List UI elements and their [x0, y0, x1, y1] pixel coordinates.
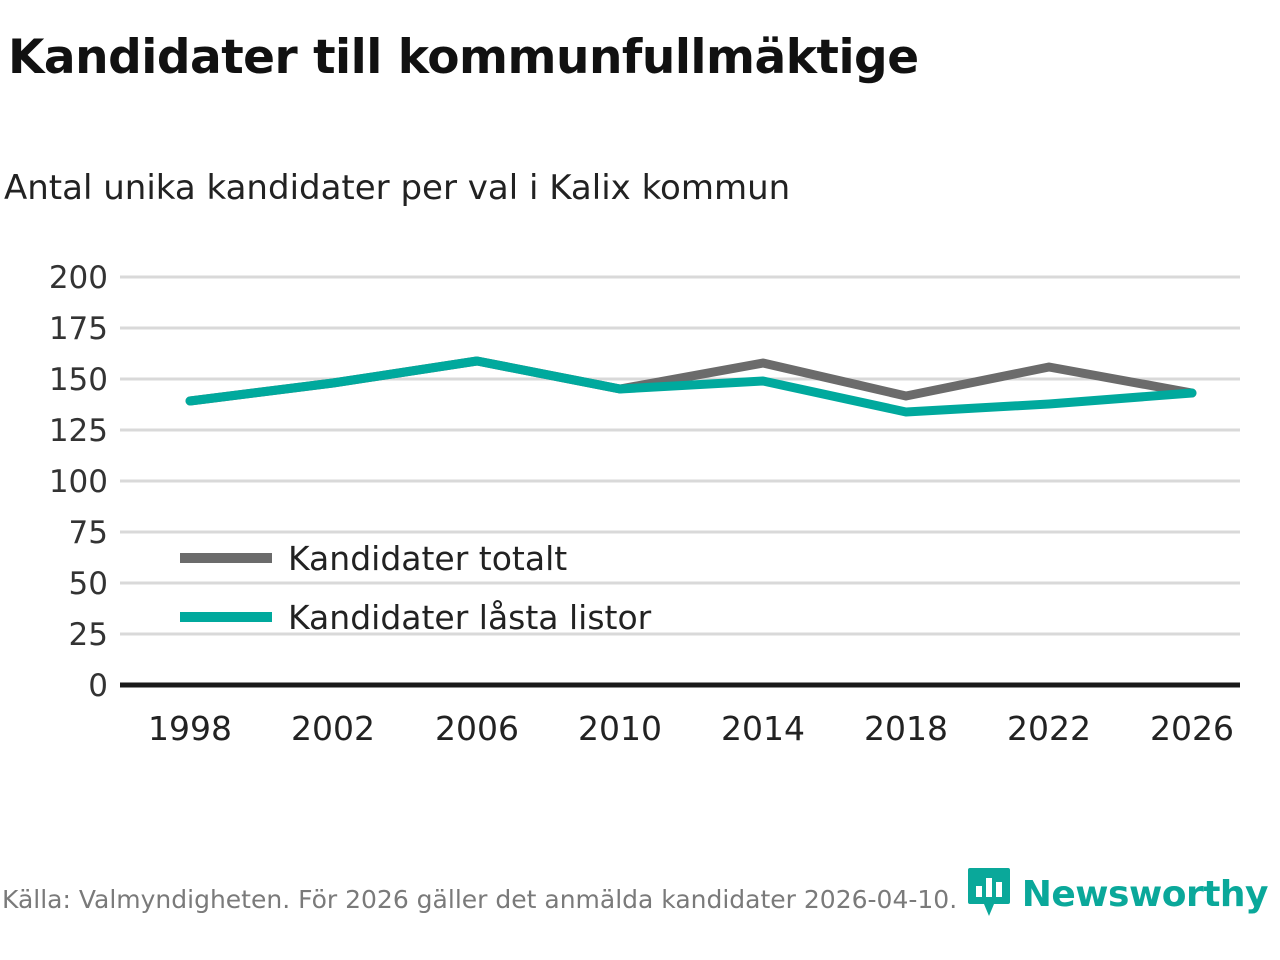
y-tick-label: 75	[68, 515, 108, 551]
x-tick-label: 2022	[1007, 709, 1091, 748]
newsworthy-logo	[966, 866, 1268, 922]
x-tick-label: 2026	[1150, 709, 1234, 748]
x-tick-label: 2014	[721, 709, 805, 748]
y-tick-label: 100	[48, 464, 108, 500]
source-note: Källa: Valmyndigheten. För 2026 gäller det anmälda kandidater 2026-04-10.	[2, 885, 958, 914]
newsworthy-wordmark: Newsworthy	[1021, 873, 1268, 915]
y-tick-label: 25	[68, 617, 108, 653]
x-tick-label: 2018	[864, 709, 948, 748]
x-tick-label: 2010	[578, 709, 662, 748]
y-tick-label: 0	[88, 668, 108, 704]
x-axis-labels	[148, 709, 1234, 748]
y-tick-label: 50	[68, 566, 108, 602]
x-tick-label: 2002	[291, 709, 375, 748]
x-tick-label: 1998	[148, 709, 232, 748]
newsworthy-mark-icon	[966, 866, 1012, 922]
y-axis-labels	[49, 260, 108, 704]
legend-label-total: Kandidater totalt	[288, 539, 568, 578]
y-tick-label: 200	[48, 260, 108, 296]
chart-legend	[180, 539, 652, 637]
chart-svg	[0, 240, 1280, 760]
page-title: Kandidater till kommunfullmäktige	[8, 30, 919, 85]
y-tick-label: 150	[48, 362, 108, 398]
gridlines	[120, 277, 1240, 634]
legend-label-locked: Kandidater låsta listor	[288, 598, 652, 637]
y-tick-label: 175	[48, 311, 108, 347]
page-subtitle: Antal unika kandidater per val i Kalix kommun	[4, 168, 791, 208]
x-tick-label: 2006	[435, 709, 519, 748]
y-tick-label: 125	[48, 413, 108, 449]
line-chart	[0, 240, 1280, 760]
